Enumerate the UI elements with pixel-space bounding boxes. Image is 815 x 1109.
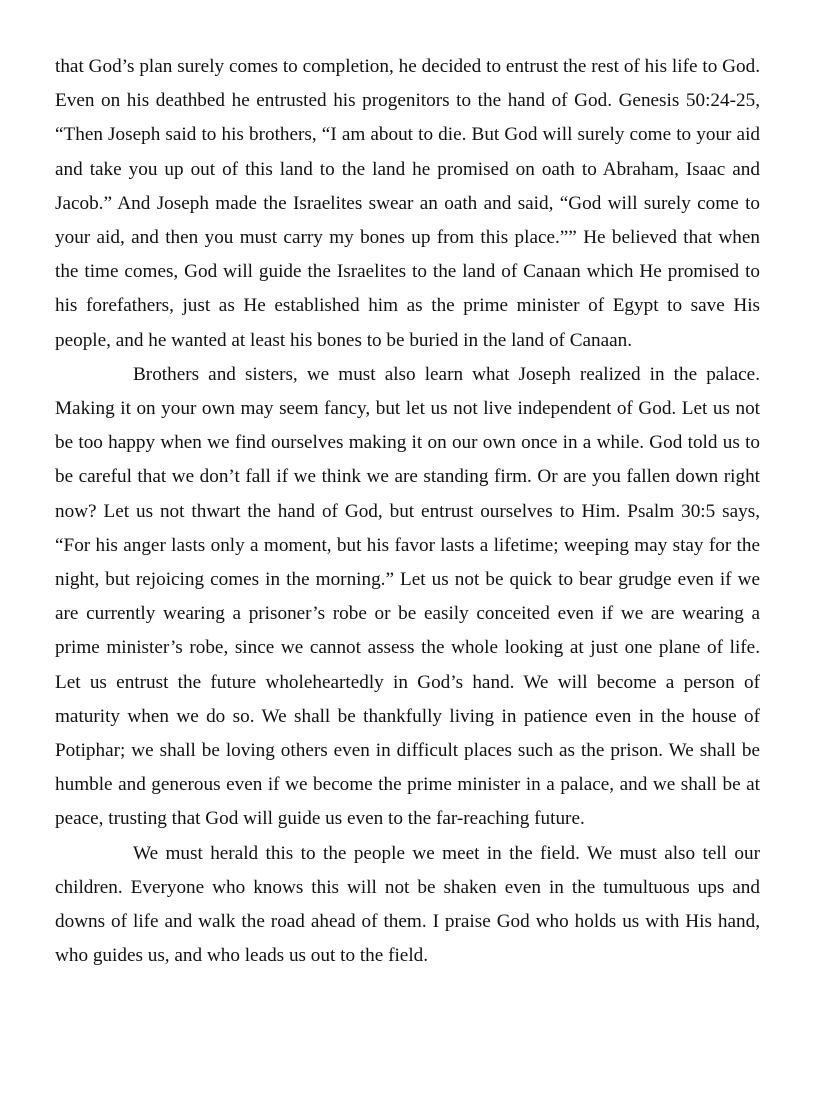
paragraph-3: We must herald this to the people we meet in the field. We must also tell our children. Everyone who knows this will not be shaken even in the tumultuous ups and downs of life and walk the road ahead of them. I praise God who holds us with His hand, who guides us, and who leads us out to the field. — [55, 842, 760, 967]
paragraph-2: Brothers and sisters, we must also learn what Joseph realized in the palace. Making it on your own may seem fancy, but let us not live independent of God. Let us not be too happy when we find ourselves making it on our own once in a while. God told us to be careful that we don’t fall if we think we are standing firm. Or are you fallen down right now? Let us not thwart the hand of God, but entrust ourselves to Him. Psalm 30:5 says, “For his anger lasts only a moment, but his favor lasts a lifetime; weeping may stay for the night, but rejoicing comes in the morning.” Let us not be quick to bear grudge even if we are currently wearing a prisoner’s robe or be easily conceited even if we are wearing a prime minister’s robe, since we cannot assess the whole looking at just one plane of life. Let us entrust the future wholeheartedly in God’s hand. We will become a person of maturity when we do so. We shall be thankfully living in patience even in the house of Potiphar; we shall be loving others even in difficult places such as the prison. We shall be humble and generous even if we become the prime minister in a palace, and we shall be at peace, trusting that God will guide us even to the far-reaching future. — [55, 363, 760, 830]
paragraph-1: that God’s plan surely comes to completion, he decided to entrust the rest of his life to God. Even on his deathbed he entrusted his progenitors to the hand of God. Genesis 50:24-25, “Then Joseph said to his brothers, “I am about to die. But God will surely come to your aid and take you up out of this land to the land he promised on oath to Abraham, Isaac and Jacob.” And Joseph made the Israelites swear an oath and said, “God will surely come to your aid, and then you must carry my bones up from this place.”” He believed that when the time comes, God will guide the Israelites to the land of Canaan which He promised to his forefathers, just as He established him as the prime minister of Egypt to save His people, and he wanted at least his bones to be buried in the land of Canaan. — [55, 56, 760, 351]
